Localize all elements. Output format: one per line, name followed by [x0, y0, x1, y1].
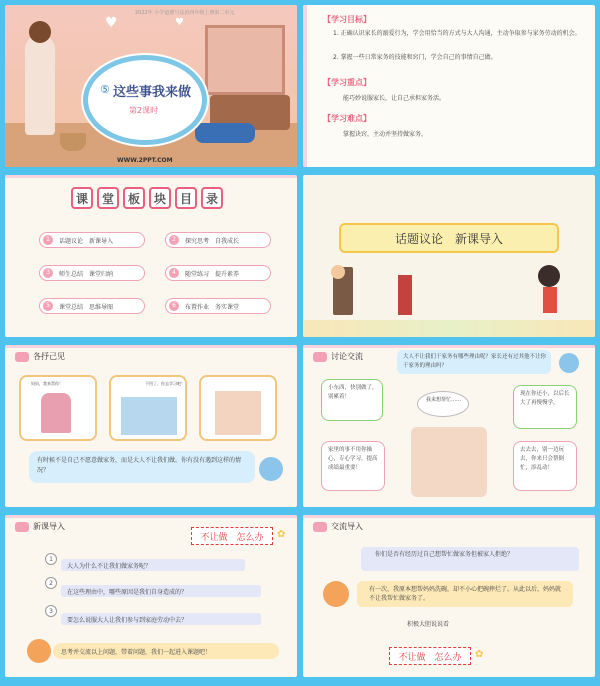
header-marker — [313, 352, 327, 362]
key-text: 能巧妙说服家长，让自己承担家务活。 — [343, 95, 446, 102]
contents-item-4[interactable] — [165, 265, 271, 281]
top-stripe — [5, 515, 297, 518]
picture-caption: 不用了，你去学习吧！ — [145, 381, 185, 386]
bubble-text: 我来想帮忙…… — [426, 397, 462, 403]
contents-title — [71, 187, 223, 209]
heart-icon: ♥ — [105, 15, 118, 31]
key-heading: 【学习重点】 — [323, 78, 371, 87]
mascot-icon — [259, 457, 283, 481]
header-marker — [313, 522, 327, 532]
item-number: 1 — [43, 235, 53, 245]
top-stripe — [303, 515, 595, 518]
question-2 — [61, 585, 261, 597]
bubble-5 — [513, 441, 577, 491]
item-number: 5 — [43, 301, 53, 311]
window — [205, 25, 285, 95]
lesson-subtitle: 第2课时 — [129, 106, 159, 115]
girl-body — [543, 287, 557, 313]
story-text: 有一次，我原本想帮妈妈洗碗，却不小心把碗摔烂了。从此以后，妈妈就不让我帮忙做家务了。 — [369, 586, 562, 602]
item-label: 布置作业 务实课堂 — [185, 303, 240, 311]
lesson-number: ⑤ — [100, 83, 110, 96]
ladder-post — [398, 275, 412, 315]
bubble-text: 现在你还小，以后长大了再慢慢学。 — [520, 391, 570, 406]
question-box — [29, 451, 255, 483]
bee-icon: ✿ — [475, 649, 484, 660]
header-title: 讨论交流 — [331, 352, 363, 361]
slide-cover[interactable] — [5, 5, 297, 167]
slide-opinions[interactable] — [5, 345, 297, 507]
question-box — [397, 350, 551, 374]
item-label: 随堂练习 提升素养 — [185, 270, 240, 278]
title-char: 课 — [71, 187, 93, 209]
picture-card-1 — [19, 375, 97, 441]
question-text: 大人为什么不让我们做家务呢？ — [67, 563, 152, 570]
bubble-4 — [321, 441, 385, 491]
ground — [303, 320, 595, 337]
bubble-text: 家里的事不用你操心，专心学习，提高成绩最重要！ — [328, 447, 378, 471]
question-text: 有时候不是自己不愿意做家务，而是大人不让我们做。你有没有遇到这样的情况？ — [37, 457, 242, 474]
section-banner — [339, 223, 559, 253]
story-box — [357, 581, 573, 607]
header-marker — [15, 522, 29, 532]
slide-new-lesson[interactable] — [5, 515, 297, 677]
slide-section-intro[interactable] — [303, 175, 595, 337]
item-label: 课堂总结 思维导图 — [59, 303, 114, 311]
figure — [41, 393, 71, 433]
thought-bubble — [417, 391, 469, 417]
top-stripe — [303, 345, 595, 348]
title-char: 录 — [201, 187, 223, 209]
girl-head — [538, 265, 560, 287]
tiger-mascot-icon — [27, 639, 51, 663]
difficulty-heading: 【学习难点】 — [323, 114, 371, 123]
slide-header — [313, 351, 363, 362]
contents-item-2[interactable] — [165, 232, 271, 248]
tiger-mascot-icon — [323, 581, 349, 607]
slide-header — [15, 521, 65, 532]
topic-title: 不让做 怎么办 — [200, 532, 264, 543]
item-number: 6 — [169, 301, 179, 311]
banner-text: 话题议论 新课导入 — [394, 231, 503, 246]
left-stripe — [303, 5, 307, 167]
slide-goals[interactable] — [303, 5, 595, 167]
footer-box — [53, 643, 279, 659]
figure — [215, 391, 261, 435]
item-number: 4 — [169, 268, 179, 278]
header-title: 交流导入 — [331, 522, 363, 531]
title-char: 块 — [149, 187, 171, 209]
item-number: 3 — [43, 268, 53, 278]
figure — [121, 397, 177, 435]
difficulty-text: 掌握诀窍，主动并坚持做家务。 — [343, 131, 428, 138]
bubble-3 — [513, 385, 577, 429]
question-text: 你们是否有经历过自己想帮忙做家务但被家人拒绝？ — [375, 551, 514, 558]
picture-caption: 妈妈，我来帮你！ — [31, 381, 63, 386]
boy-head — [331, 265, 345, 279]
slide-exchange[interactable] — [303, 515, 595, 677]
contents-item-6[interactable] — [165, 298, 271, 314]
top-caption: 2022年 小学道德与法治四年级上册第二单元 — [135, 10, 235, 16]
mother-head — [29, 21, 51, 43]
top-stripe — [5, 175, 297, 178]
title-char: 堂 — [97, 187, 119, 209]
lesson-title: 这些事我来做 — [113, 85, 192, 100]
topic-title: 不让做 怎么办 — [398, 652, 462, 663]
topic-box — [389, 647, 471, 665]
bubble-text: 去去去，别一边玩去，你来只会帮倒忙，添乱动！ — [520, 447, 565, 471]
slide-header — [313, 521, 363, 532]
title-char: 目 — [175, 187, 197, 209]
website: WWW.2PPT.COM — [117, 157, 173, 164]
basket — [60, 133, 86, 151]
item-label: 师生总结 课堂归纳 — [59, 270, 114, 278]
picture-card-3 — [199, 375, 277, 441]
slide-contents[interactable] — [5, 175, 297, 337]
item-label: 探究思考 自我成长 — [185, 237, 240, 245]
item-number: 2 — [169, 235, 179, 245]
footer-text: 思考并交流以上问题，带着问题，我们一起进入课题吧！ — [61, 649, 212, 656]
item-label: 话题议论 新课导入 — [59, 237, 114, 245]
header-marker — [15, 352, 29, 362]
slide-discussion[interactable] — [303, 345, 595, 507]
top-stripe — [5, 345, 297, 348]
goal-1: 1. 正确认识家长的溺爱行为，学会用恰当的方式与大人沟通，主动争取参与家务劳动的机会。 — [333, 30, 581, 37]
bubble-text: 小东西，快别做了，别累着！ — [328, 385, 378, 400]
bubble-1 — [321, 379, 383, 421]
bee-icon: ✿ — [277, 529, 286, 540]
question-number-1: 1 — [45, 553, 57, 565]
contents-item-3[interactable] — [39, 265, 145, 281]
goals-heading: 【学习目标】 — [323, 15, 371, 24]
slide-header — [15, 351, 65, 362]
title-char: 板 — [123, 187, 145, 209]
question-number-3: 3 — [45, 605, 57, 617]
question-1 — [61, 559, 245, 571]
prompt-note: 积极大胆说说看 — [407, 621, 450, 628]
contents-item-5[interactable] — [39, 298, 145, 314]
question-number-2: 2 — [45, 577, 57, 589]
mascot-icon — [559, 353, 579, 373]
title-oval — [83, 55, 207, 145]
heart-icon: ♥ — [175, 17, 184, 28]
question-text: 大人不让我们干家务有哪些理由呢？家长还有过其他不让你干家务的理由吗？ — [403, 354, 547, 369]
contents-item-1[interactable] — [39, 232, 145, 248]
header-title: 新课导入 — [33, 522, 65, 531]
header-title: 各抒己见 — [33, 352, 65, 361]
topic-box — [191, 527, 273, 545]
question-text: 在这些理由中，哪些原因是我们自身造成的？ — [67, 589, 188, 596]
picture-card-2 — [109, 375, 187, 441]
goal-2: 2. 掌握一些日常家务的技能和窍门，学会自己的事情自己做。 — [333, 54, 497, 61]
question-3 — [61, 613, 261, 625]
question-text: 要怎么说服大人让我们参与到家庭劳动中去？ — [67, 617, 188, 624]
question-box — [361, 547, 579, 571]
mother-figure — [25, 35, 55, 135]
child-figure — [195, 123, 255, 143]
family-illustration — [411, 427, 487, 497]
